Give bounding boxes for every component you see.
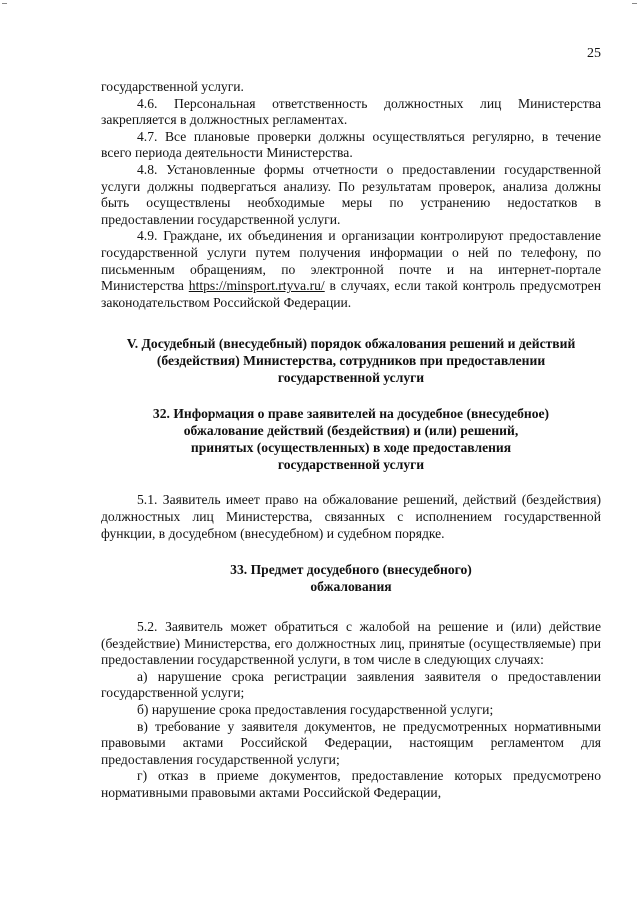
section-33-line-2: обжалования [310, 579, 392, 595]
paragraph-4-9-text-a: 4.9. Граждане, их объединения и организации контролируют предоставление государственной услуги путем получения информации о ней по телефону, по письменным обращениям, по электронной почте и на интернет-портале Министерства [101, 228, 601, 294]
list-item-g: г) отказ в приеме документов, предоставление которых предусмотрено нормативными правовыми актами Российской Федерации, [101, 768, 601, 801]
paragraph-5-2: 5.2. Заявитель может обратиться с жалобой на решение и (или) действие (бездействие) Министерства, его должностных лиц, принятые (осуществляемые) при предоставлении государственной услуги, в том числе в следующих случаях: [101, 619, 601, 668]
paragraph-5-1: 5.1. Заявитель имеет право на обжалование решений, действий (бездействия) должностных лиц Министерства, связанных с исполнением государственной функции, в досудебном (внесудебном) и судебном порядке. [101, 492, 601, 541]
section-32-heading [101, 405, 601, 473]
paragraph-4-9 [101, 228, 601, 311]
section-32-line-1: 32. Информация о праве заявителей на досудебное (внесудебное) [152, 406, 550, 422]
paragraph-continuation: государственной услуги. [101, 79, 244, 94]
section-33-heading [101, 561, 601, 595]
list-item-b: б) нарушение срока предоставления государственной услуги; [137, 702, 494, 718]
section-32-line-4: государственной услуги [277, 457, 425, 473]
section-v-heading [101, 335, 601, 386]
list-item-v: в) требование у заявителя документов, не предусмотренных нормативными правовыми актами Российской Федерации, настоящим регламентом для предоставления государственной услуги; [101, 718, 601, 767]
paragraph-4-6: 4.6. Персональная ответственность должностных лиц Министерства закрепляется в должностных регламентах. [101, 95, 601, 128]
top-edge-marks [0, 0, 639, 6]
ministry-portal-link[interactable]: https://minsport.rtyva.ru/ [188, 278, 325, 294]
section-33-line-1: 33. Предмет досудебного (внесудебного) [230, 562, 472, 578]
section-v-line-3: государственной услуги [277, 370, 425, 386]
right-edge-mark [632, 0, 637, 4]
paragraph-4-8: 4.8. Установленные формы отчетности о предоставлении государственной услуги должны подвергаться анализу. По результатам проверок, анализа должны быть осуществлены необходимые меры по устранению недостатков в предоставлении государственной услуги. [101, 161, 601, 227]
section-v-line-2: (бездействия) Министерства, сотрудников при предоставлении [156, 353, 546, 369]
section-32-line-2: обжалование действий (бездействия) и (или) решений, [183, 423, 519, 439]
page-number: 25 [587, 46, 601, 61]
paragraph-4-7: 4.7. Все плановые проверки должны осуществляться регулярно, в течение всего периода деятельности Министерства. [101, 128, 601, 161]
list-item-a: а) нарушение срока регистрации заявления заявителя о предоставлении государственной услуги; [101, 668, 601, 701]
left-edge-mark [2, 0, 7, 4]
section-v-line-1: V. Досудебный (внесудебный) порядок обжалования решений и действий [126, 336, 576, 352]
paragraph-4-9-text-b: в случаях, если такой контроль предусмотрен законодательством Российской Федерации. [101, 278, 601, 310]
document-body [101, 79, 601, 802]
section-32-line-3: принятых (осуществленных) в ходе предоставления [190, 440, 512, 456]
